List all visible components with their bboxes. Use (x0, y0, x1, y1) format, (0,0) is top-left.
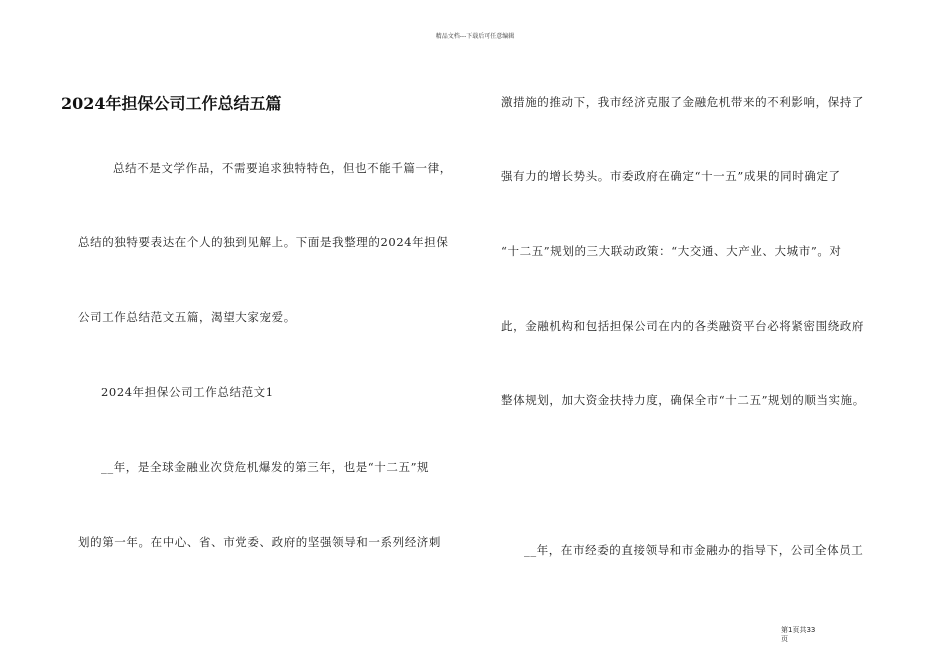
right-paragraph-line: 此，金融机构和包括担保公司在内的各类融资平台必将紧密围绕政府 (501, 319, 864, 333)
page-number (781, 626, 831, 644)
right-paragraph-line: __年，在市经委的直接领导和市金融办的指导下，公司全体员工 (524, 543, 864, 557)
right-paragraph-line: 激措施的推动下，我市经济克服了金融危机带来的不利影响，保持了 (501, 95, 864, 109)
right-paragraph-line: 强有力的增长势头。市委政府在确定“十一五”成果的同时确定了 (501, 169, 841, 183)
left-paragraph-line: 总结不是文学作品，不需要追求独特特色，但也不能千篇一律， (113, 161, 452, 175)
page-number-line: 页 (781, 635, 788, 643)
right-paragraph-line: 整体规划，加大资金扶持力度，确保全市“十二五”规划的顺当实施。 (501, 393, 865, 407)
section-heading: 2024年担保公司工作总结范文1 (101, 385, 274, 399)
right-paragraph-line: “十二五”规划的三大联动政策：“大交通、大产业、大城市”。对 (501, 244, 842, 258)
left-paragraph-line: 总结的独特要表达在个人的独到见解上。下面是我整理的2024年担保 (78, 235, 449, 249)
header-note: 精品文档---下载后可任意编辑 (435, 33, 515, 40)
left-paragraph-line: 划的第一年。在中心、省、市党委、政府的坚强领导和一系列经济刺 (78, 535, 441, 549)
page-number-line: 第1页共33 (781, 626, 816, 634)
left-paragraph-line: 公司工作总结范文五篇，渴望大家宠爱。 (78, 310, 296, 324)
left-paragraph-line: __年，是全球金融业次贷危机爆发的第三年，也是“十二五”规 (101, 460, 430, 474)
document-title: 2024年担保公司工作总结五篇 (61, 94, 282, 113)
